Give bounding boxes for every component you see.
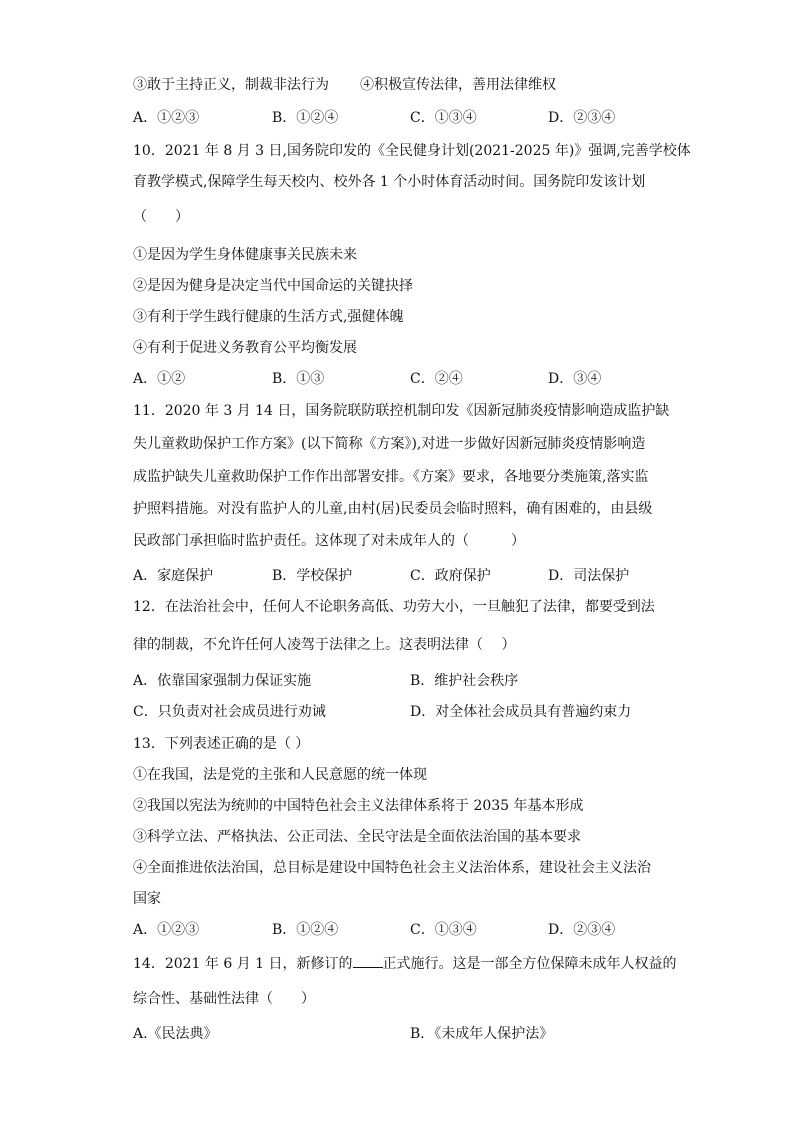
q10-option-a[interactable]: A．①② (133, 371, 186, 387)
q11-stem-line-1: 11．2020 年 3 月 14 日，国务院联防联控机制印发《因新冠肺炎疫情影响造成监护缺 (133, 403, 670, 419)
q13-option-c[interactable]: C．①③④ (410, 922, 477, 938)
q10-statement-1: ①是因为学生身体健康事关民族未来 (133, 247, 357, 263)
q9-statement-4: ④积极宣传法律，善用法律维权 (360, 77, 556, 93)
q10-stem-line-1: 10．2021 年 8 月 3 日,国务院印发的《全民健身计划(2021-2025 年)》强调,完善学校体 (133, 143, 691, 159)
q14-option-a[interactable]: A.《民法典》 (133, 1026, 218, 1042)
q12-stem-line-1: 12．在法治社会中，任何人不论职务高低、功劳大小，一旦触犯了法律，都要受到法 (133, 599, 655, 615)
q11-stem-line-3: 成监护缺失儿童救助保护工作作出部署安排。《方案》要求，各地要分类施策,落实监 (133, 469, 649, 485)
q14-blank (353, 953, 383, 968)
q12-option-a[interactable]: A．依靠国家强制力保证实施 (133, 673, 312, 689)
q10-option-b[interactable]: B．①③ (272, 371, 325, 387)
q14-stem-part-b: 正式施行。这是一部全方位保障未成年人权益的 (382, 956, 677, 972)
q13-statement-1: ①在我国，法是党的主张和人民意愿的统一体现 (133, 767, 427, 783)
q13-stem: 13．下列表述正确的是（ ） (133, 736, 310, 752)
q10-option-d[interactable]: D．③④ (548, 371, 602, 387)
q14-stem-line-2: 综合性、基础性法律（ ） (133, 991, 315, 1007)
q9-option-b[interactable]: B．①②④ (272, 110, 339, 126)
q11-option-b[interactable]: B．学校保护 (272, 568, 353, 584)
q13-option-b[interactable]: B．①②④ (272, 922, 339, 938)
q11-option-c[interactable]: C．政府保护 (410, 568, 491, 584)
q10-statement-3: ③有利于学生践行健康的生活方式,强健体魄 (133, 309, 404, 325)
q10-option-c[interactable]: C．②④ (410, 371, 463, 387)
q12-option-c[interactable]: C．只负责对社会成员进行劝诫 (133, 704, 326, 720)
q9-option-a[interactable]: A．①②③ (133, 110, 200, 126)
q12-option-d[interactable]: D．对全体社会成员具有普遍约束力 (410, 704, 632, 720)
q11-stem-line-5: 民政部门承担临时监护责任。这体现了对未成年人的（ ） (133, 533, 525, 549)
q10-answer-paren: （ ） (133, 209, 189, 225)
q14-option-b[interactable]: B．《未成年人保护法》 (410, 1026, 554, 1042)
q12-stem-line-2: 律的制裁，不允许任何人凌驾于法律之上。这表明法律（ ） (133, 637, 516, 653)
q13-statement-4: ④全面推进依法治国，总目标是建设中国特色社会主义法治体系，建设社会主义法治 (133, 860, 651, 876)
q13-statement-3: ③科学立法、严格执法、公正司法、全民守法是全面依法治国的基本要求 (133, 829, 581, 845)
q10-stem-line-2: 育教学模式,保障学生每天校内、校外各 1 个小时体育活动时间。国务院印发该计划 (133, 174, 646, 190)
q13-option-a[interactable]: A．①②③ (133, 922, 200, 938)
q11-option-d[interactable]: D．司法保护 (548, 568, 630, 584)
q10-statement-4: ④有利于促进义务教育公平均衡发展 (133, 340, 357, 356)
q9-statement-3: ③敢于主持正义，制裁非法行为 (133, 77, 329, 93)
q14-stem-part-a: 14．2021 年 6 月 1 日，新修订的 (133, 956, 353, 972)
q14-stem-line-1 (133, 953, 677, 973)
q12-option-b[interactable]: B．维护社会秩序 (410, 673, 519, 689)
q9-option-c[interactable]: C．①③④ (410, 110, 477, 126)
q13-statement-4-cont: 国家 (133, 891, 161, 907)
q9-option-d[interactable]: D．②③④ (548, 110, 616, 126)
q11-stem-line-4: 护照料措施。对没有监护人的儿童,由村(居)民委员会临时照料，确有困难的，由县级 (133, 501, 653, 517)
q13-statement-2: ②我国以宪法为统帅的中国特色社会主义法律体系将于 2035 年基本形成 (133, 798, 584, 814)
q11-stem-line-2: 失儿童救助保护工作方案》(以下简称《方案》),对进一步做好因新冠肺炎疫情影响造 (133, 436, 646, 452)
q13-option-d[interactable]: D．②③④ (548, 922, 616, 938)
q11-option-a[interactable]: A．家庭保护 (133, 568, 214, 584)
q10-statement-2: ②是因为健身是决定当代中国命运的关键抉择 (133, 278, 413, 294)
